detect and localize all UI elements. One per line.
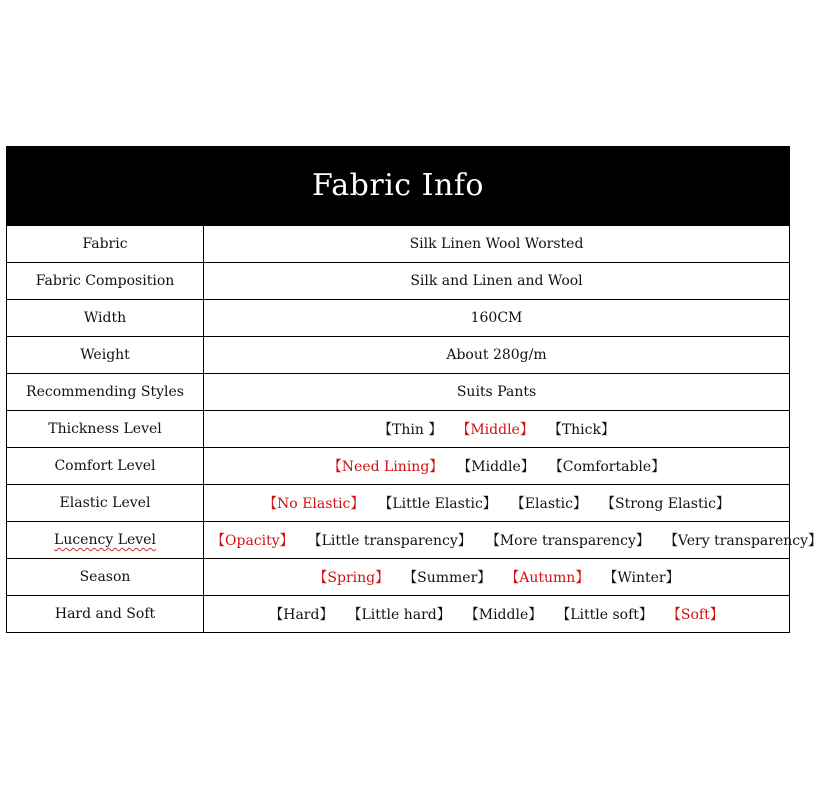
row-value: Suits Pants	[204, 374, 790, 411]
row-label: Width	[7, 300, 204, 337]
table-row	[7, 337, 790, 374]
row-label-text: Season	[79, 569, 131, 585]
row-options	[204, 559, 790, 596]
option: 【Little hard】	[347, 607, 451, 623]
option-selected: 【Middle】	[456, 422, 534, 438]
row-value: 160CM	[204, 300, 790, 337]
option: 【More transparency】	[485, 533, 650, 549]
row-options	[204, 596, 790, 633]
row-label	[7, 448, 204, 485]
table-row	[7, 300, 790, 337]
table-row	[7, 263, 790, 300]
option: 【Hard】	[269, 607, 334, 623]
option: 【Elastic】	[510, 496, 587, 512]
fabric-info-sheet	[6, 146, 823, 633]
row-label: Fabric	[7, 226, 204, 263]
option-selected: 【Soft】	[666, 607, 724, 623]
option: 【Middle】	[457, 459, 535, 475]
row-label	[7, 522, 204, 559]
fabric-info-table	[6, 225, 823, 633]
row-label	[7, 485, 204, 522]
option: 【Very transparency】	[663, 533, 823, 549]
table-row	[7, 596, 790, 633]
option: 【Little Elastic】	[378, 496, 497, 512]
row-label	[7, 559, 204, 596]
row-value: Silk and Linen and Wool	[204, 263, 790, 300]
row-value: Silk Linen Wool Worsted	[204, 226, 790, 263]
option: 【Middle】	[464, 607, 543, 623]
table-row	[7, 411, 790, 448]
row-label-text: Elastic Level	[59, 495, 151, 511]
row-label-text: Lucency Level	[54, 532, 156, 548]
table-row	[7, 485, 790, 522]
row-options	[204, 485, 790, 522]
row-options	[204, 411, 790, 448]
option: 【Thick】	[547, 422, 615, 438]
row-label-text: Thickness Level	[48, 421, 162, 437]
row-options	[204, 522, 823, 559]
row-value: About 280g/m	[204, 337, 790, 374]
option-selected: 【Autumn】	[505, 570, 590, 586]
table-row	[7, 226, 790, 263]
option: 【Little transparency】	[307, 533, 472, 549]
option: 【Comfortable】	[548, 459, 666, 475]
row-label: Recommending Styles	[7, 374, 204, 411]
row-label-text: Comfort Level	[54, 458, 156, 474]
table-row	[7, 559, 790, 596]
row-options	[204, 448, 790, 485]
row-label-text: Hard and Soft	[54, 606, 156, 622]
row-label: Weight	[7, 337, 204, 374]
option: 【Summer】	[403, 570, 492, 586]
option-selected: 【Need Lining】	[327, 459, 444, 475]
row-label	[7, 596, 204, 633]
option: 【Strong Elastic】	[600, 496, 730, 512]
option: 【Winter】	[603, 570, 680, 586]
row-label	[7, 411, 204, 448]
table-row	[7, 522, 790, 559]
option: 【Little soft】	[556, 607, 653, 623]
page-title: Fabric Info	[6, 146, 790, 225]
table-body	[7, 226, 823, 633]
table-row	[7, 374, 790, 411]
row-label: Fabric Composition	[7, 263, 204, 300]
option-selected: 【Spring】	[313, 570, 390, 586]
option-selected: 【No Elastic】	[263, 496, 365, 512]
table-row	[7, 448, 790, 485]
option-selected: 【Opacity】	[211, 533, 294, 549]
option: 【Thin 】	[378, 422, 443, 438]
